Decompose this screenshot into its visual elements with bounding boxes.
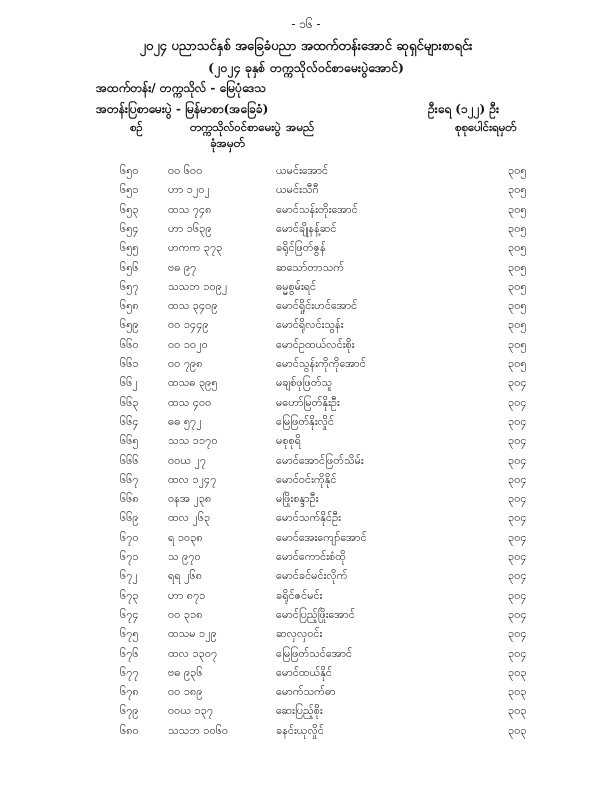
row-roll-number: သသ ၁၁၇၀	[168, 434, 218, 448]
table-row	[0, 685, 612, 704]
meta-line-2-left: အတန်းပြစာမေးပွဲ - မြန်မာစာ(အခြေခံ)	[96, 102, 269, 116]
row-roll-number: ထသမ ၁၂၉	[168, 627, 217, 641]
table-header-roll-line2: ခုံအမှတ်	[210, 136, 245, 150]
row-name: မောင်သက်နိုင်ဦး	[276, 511, 341, 525]
row-number: ၆၇၆	[120, 646, 139, 660]
table-row	[0, 608, 612, 627]
row-roll-number: ဝဝ ၁၄၄၉	[168, 318, 209, 332]
row-score: ၃၀၄	[508, 511, 527, 525]
meta-line-2-right: ဦးရေ (၁၂၂) ဦး	[428, 102, 500, 116]
meta-line-1: အထက်တန်း/ တက္ကသိုလ် - မြေပုံဒေသ	[96, 81, 266, 95]
row-roll-number: ဝဝ ၆၀၀	[168, 164, 203, 177]
table-row	[0, 511, 612, 530]
row-score: ၃၀၅	[508, 164, 527, 177]
table-row	[0, 203, 612, 222]
page-number: - ၁၆ -	[291, 17, 321, 31]
table-row	[0, 183, 612, 202]
row-name: ခနင်းယုလှိုင်	[276, 723, 324, 737]
row-number: ၆၅၄	[120, 221, 139, 235]
row-score: ၃၀၄	[508, 453, 527, 467]
row-roll-number: ဟာ ၁၂၀၂	[168, 183, 210, 197]
row-name: မောင်သန်းတိုးအောင်	[276, 202, 358, 216]
row-name: ဆေးပြည့်စိုး	[276, 704, 323, 718]
row-score: ၃၀၃	[508, 665, 527, 679]
table-row	[0, 589, 612, 608]
row-score: ၃၀၅	[508, 183, 527, 197]
row-roll-number: ထသ ၃၄၀၉	[168, 299, 218, 313]
row-score: ၃၀၃	[508, 685, 527, 699]
row-name: မောင်အေးကျော်အောင်	[276, 530, 367, 544]
row-name: မောင်ကောင်းစံထို	[276, 550, 346, 563]
table-row	[0, 550, 612, 569]
row-score: ၃၀၄	[508, 492, 527, 506]
row-number: ၆၇၂	[120, 569, 138, 583]
row-score: ၃၀၅	[508, 337, 527, 351]
row-score: ၃၀၄	[508, 395, 527, 409]
row-roll-number: သ ၉၇၀	[168, 550, 201, 563]
table-row	[0, 647, 612, 666]
table-row	[0, 434, 612, 453]
row-name: မြေဖြတ်နိုးလှိုင်	[276, 414, 335, 428]
table-row	[0, 704, 612, 723]
row-roll-number: ဝဝ ၁၈၉	[168, 685, 203, 699]
row-roll-number: ဝနအ ၂၃၈	[168, 492, 212, 506]
row-number: ၆၆၇	[120, 472, 139, 486]
table-row	[0, 261, 612, 280]
table-row	[0, 338, 612, 357]
row-number: ၆၅၀	[120, 164, 139, 177]
row-number: ၆၆၅	[120, 434, 139, 448]
row-score: ၃၀၃	[508, 704, 527, 718]
row-score: ၃၀၄	[508, 414, 527, 428]
table-row	[0, 318, 612, 337]
row-number: ၆၆၆	[120, 453, 139, 467]
row-number: ၆၇၉	[120, 704, 139, 718]
row-roll-number: ဝဝ ၁၀၂၀	[168, 337, 208, 351]
row-score: ၃၀၄	[508, 627, 527, 641]
row-name: ဆသော်တာသက်	[276, 260, 344, 274]
table-row	[0, 666, 612, 685]
row-score: ၃၀၅	[508, 357, 527, 370]
row-score: ၃၀၅	[508, 260, 527, 274]
table-row	[0, 280, 612, 299]
row-name: မောင်သွန်းကိုကိုအောင်	[276, 357, 366, 370]
table-header-number: စဉ်	[130, 120, 143, 134]
row-score: ၃၀၃	[508, 723, 527, 737]
row-score: ၃၀၄	[508, 376, 527, 390]
row-number: ၆၇၁	[120, 550, 139, 563]
table-row	[0, 627, 612, 646]
row-name: မစုစုရိ	[276, 434, 301, 448]
row-number: ၆၆၄	[120, 414, 139, 428]
row-roll-number: ထလ ၁၂၄၇	[168, 472, 217, 486]
row-roll-number: ထလ ၂၆၃	[168, 511, 211, 525]
row-number: ၆၇၅	[120, 627, 139, 641]
row-name: မောင်ဥထယ်လင်းစိုး	[276, 337, 355, 351]
row-name: မြေဖြတ်သင်အောင်	[276, 646, 353, 660]
table-row	[0, 492, 612, 511]
table-row	[0, 299, 612, 318]
row-roll-number: ဝဝ ၇၉၈	[168, 357, 203, 370]
row-roll-number: ထသ ၄၀၀	[168, 395, 212, 409]
table-row	[0, 376, 612, 395]
table-row	[0, 724, 612, 743]
row-number: ၆၇၃	[120, 588, 139, 602]
row-name: မချစ်ဖုဖြတ်သူ	[276, 376, 333, 390]
row-score: ၃၀၅	[508, 299, 527, 313]
row-score: ၃၀၄	[508, 569, 527, 583]
table-row	[0, 531, 612, 550]
row-roll-number: ဝဝ ၃၁၈	[168, 607, 203, 621]
row-score: ၃၀၄	[508, 588, 527, 602]
table-row	[0, 396, 612, 415]
row-number: ၆၅၅	[120, 241, 139, 255]
row-name: မောင်အောင်ဖြတ်သိမ်း	[276, 453, 364, 467]
row-number: ၆၅၇	[120, 279, 139, 293]
table-row	[0, 222, 612, 241]
row-name: မောင်ထယ်နိုင်	[276, 665, 332, 679]
table-row	[0, 241, 612, 260]
row-score: ၃၀၅	[508, 318, 527, 332]
row-score: ၃၀၄	[508, 472, 527, 486]
row-roll-number: ဗဓ ၉၃၆	[168, 665, 203, 679]
table-row	[0, 164, 612, 183]
row-score: ၃၀၄	[508, 607, 527, 621]
row-name: မဖြိုးစန္ဒာဦး	[276, 492, 319, 506]
row-name: မောင်ဝင်းကိုနိုင်	[276, 472, 337, 486]
row-number: ၆၇၇	[120, 665, 139, 679]
row-name: မောင်ရိုလင်းသွန်း	[276, 318, 344, 332]
row-number: ၆၇၈	[120, 685, 139, 699]
row-name: မောင်ရှိုင်းဟင်အောင်	[276, 299, 358, 313]
row-name: မောက်သက်ဓာ	[276, 685, 336, 699]
row-number: ၆၆၃	[120, 395, 139, 409]
row-roll-number: ဗဓ ၉၇	[168, 260, 197, 274]
row-name: မောင်ခင်မင်းလိုက်	[276, 569, 348, 583]
row-number: ၆၅၃	[120, 202, 139, 216]
row-name: ခရိုင်ဇင်မင်း	[276, 588, 323, 602]
row-name: မောင်ပြည့်ဖြိုးအောင်	[276, 607, 355, 621]
row-number: ၆၆၁	[120, 357, 139, 370]
row-number: ၆၆၉	[120, 511, 139, 525]
row-number: ၆၆၀	[120, 337, 139, 351]
row-number: ၆၈၀	[120, 723, 139, 737]
table-row	[0, 454, 612, 473]
row-name: ယမင်းသီဂီ	[276, 183, 319, 197]
row-roll-number: ဟာ ၁၆၃၉	[168, 221, 212, 235]
table-header-score: စုစုပေါင်းရမှတ်	[455, 120, 517, 134]
row-number: ၆၅၆	[120, 260, 139, 274]
row-roll-number: ဟာ ၈၇၁	[168, 588, 206, 602]
row-score: ၃၀၄	[508, 434, 527, 448]
row-roll-number: ဟကက ၃၇၃	[168, 241, 223, 255]
row-roll-number: ထသ ၇၄၈	[168, 202, 212, 216]
row-roll-number: ဝဝယ ၁၃၇	[168, 704, 214, 718]
row-number: ၆၇၀	[120, 530, 139, 544]
row-roll-number: ထလ ၁၃၀၇	[168, 646, 218, 660]
row-roll-number: သသဘ ၁၀၆၀	[168, 723, 229, 737]
row-number: ၆၆၈	[120, 492, 139, 506]
table-header-name: အမည်	[286, 120, 315, 134]
row-roll-number: ရရ ၂၆၈	[168, 569, 203, 583]
table-row	[0, 357, 612, 376]
table-row	[0, 473, 612, 492]
row-score: ၃၀၅	[508, 279, 527, 293]
row-roll-number: ထသဓ ၃၉၅	[168, 376, 218, 390]
row-roll-number: ဝဝယ ၂၇	[168, 453, 207, 467]
row-number: ၆၇၄	[120, 607, 139, 621]
row-number: ၆၅၈	[120, 299, 139, 313]
row-name: ယမင်းအောင်	[276, 164, 329, 177]
row-number: ၆၅၁	[120, 183, 139, 197]
row-score: ၃၀၅	[508, 241, 527, 255]
document-subtitle: (၂၀၂၄ ခုနှစ် တက္ကသိုလ်ဝင်စာမေးပွဲအောင်)	[208, 60, 404, 75]
row-name: မောင်ချိုနန့်ဆင်	[276, 221, 337, 235]
table-row	[0, 569, 612, 588]
row-score: ၃၀၄	[508, 530, 527, 544]
row-number: ၆၆၂	[120, 376, 138, 390]
row-name: မဟော်မြတ်နိုးဦး	[276, 395, 340, 409]
document-title: ၂၀၂၄ ပညာသင်နှစ် အခြေခံပညာ အထက်တန်းအောင် ဆုရှင်များစာရင်း	[139, 39, 473, 54]
row-name: ဓမ္မစွမ်းရင်	[276, 279, 317, 293]
row-name: ခရိုင်ဖြတ်ဇွန်	[276, 241, 326, 255]
row-name: ဆလှလှဝင်း	[276, 627, 323, 641]
row-roll-number: ဓဓ ၅၇၂	[168, 414, 202, 428]
row-score: ၃၀၄	[508, 646, 527, 660]
table-row	[0, 415, 612, 434]
table-header-roll: တက္ကသိုလ်ဝင်စာမေးပွဲ	[190, 120, 281, 134]
row-roll-number: သသဘ ၁၀၉၂	[168, 279, 228, 293]
row-score: ၃၀၅	[508, 202, 527, 216]
row-score: ၃၀၅	[508, 221, 527, 235]
row-number: ၆၅၉	[120, 318, 139, 332]
row-score: ၃၀၄	[508, 550, 527, 563]
row-roll-number: ရ ၁၀၃၈	[168, 530, 203, 544]
